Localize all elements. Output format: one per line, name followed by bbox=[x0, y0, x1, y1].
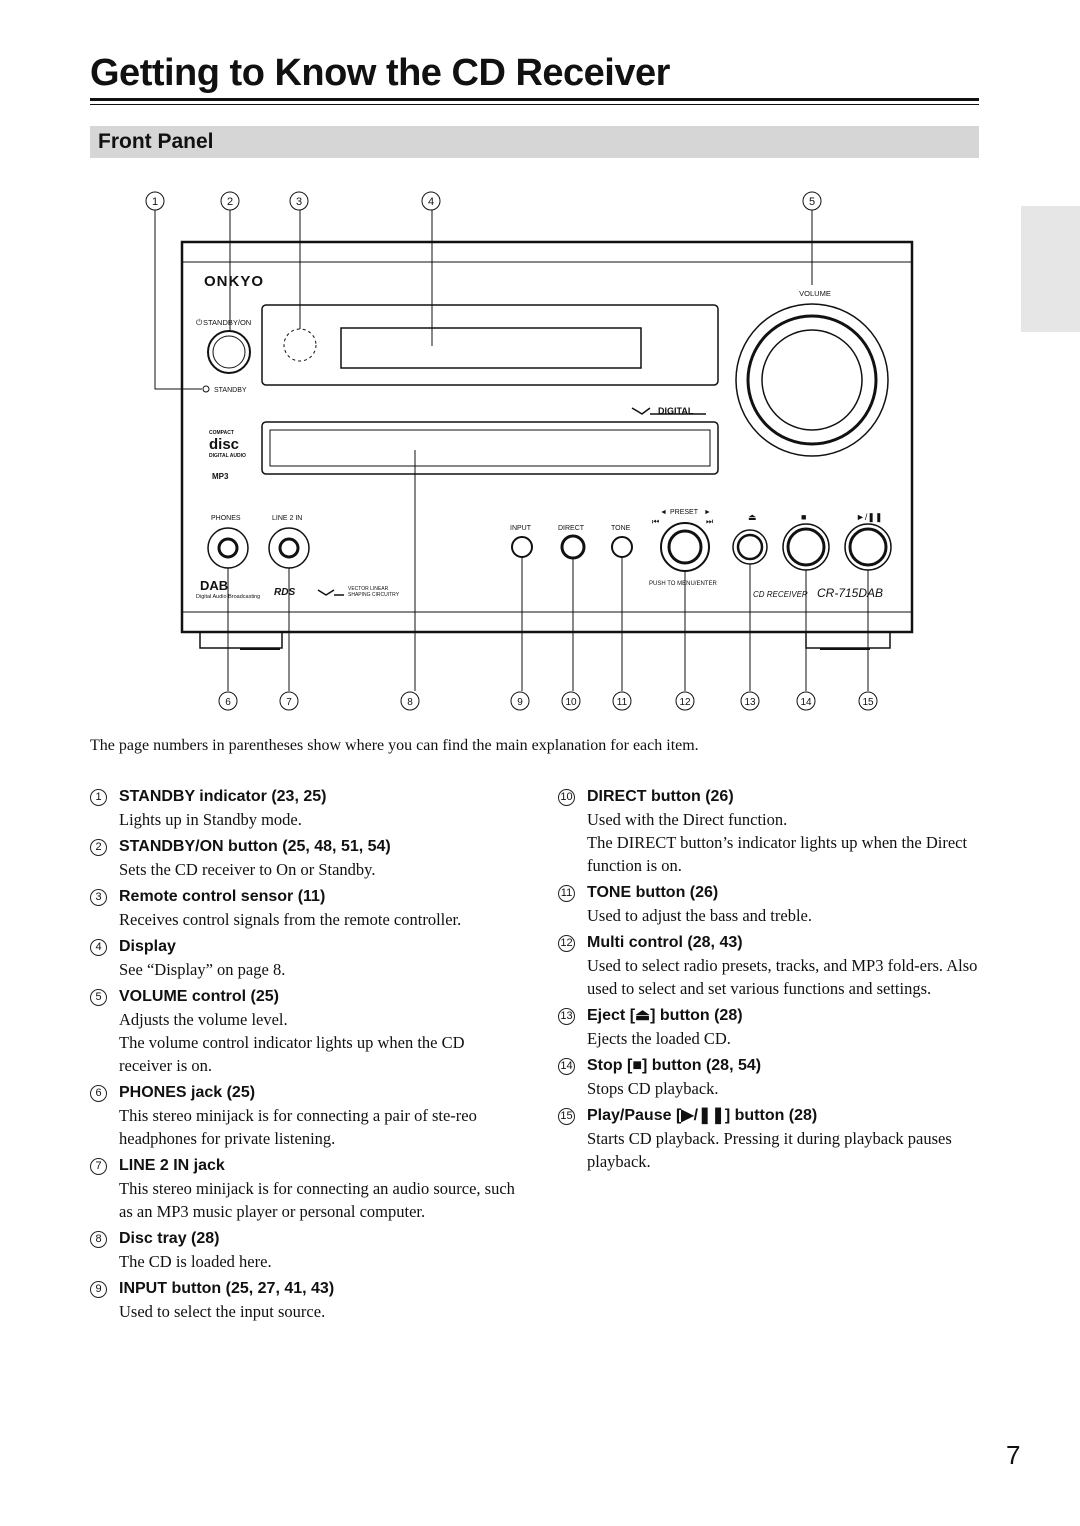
phones-label: PHONES bbox=[211, 515, 241, 522]
play-pause-icon: ►/❚❚ bbox=[856, 512, 883, 522]
item-description: Used to adjust the bass and treble. bbox=[587, 906, 812, 925]
item-number: 10 bbox=[558, 789, 575, 806]
line2in-jack[interactable] bbox=[269, 528, 309, 568]
item-description: Sets the CD receiver to On or Standby. bbox=[119, 860, 376, 879]
item-heading: Eject [⏏] button (28) bbox=[587, 1007, 743, 1024]
callout-number: 12 bbox=[679, 697, 691, 708]
item-number: 1 bbox=[90, 789, 107, 806]
item-entry bbox=[90, 1155, 520, 1223]
item-heading: STANDBY indicator (23, 25) bbox=[119, 788, 327, 805]
stop-button[interactable] bbox=[783, 524, 829, 570]
item-entry bbox=[90, 1228, 520, 1273]
callout-number: 5 bbox=[808, 196, 816, 208]
item-number: 2 bbox=[90, 839, 107, 856]
item-description: Used with the Direct function. bbox=[587, 810, 788, 829]
item-number: 7 bbox=[90, 1158, 107, 1175]
volume-label: VOLUME bbox=[799, 289, 831, 298]
item-description: This stereo minijack is for connecting an audio source, such as an MP3 music player or personal computer. bbox=[119, 1179, 515, 1221]
leader-line bbox=[155, 210, 202, 389]
compact-disc-logo: COMPACT bbox=[209, 430, 234, 436]
volume-ring bbox=[736, 304, 888, 456]
item-number: 12 bbox=[558, 935, 575, 952]
intro-text: The page numbers in parentheses show where you can find the main explanation for each item. bbox=[90, 737, 699, 754]
callout-number: 3 bbox=[295, 196, 303, 208]
callout-number: 9 bbox=[517, 697, 523, 708]
item-description: This stereo minijack is for connecting a pair of ste-reo headphones for private listening. bbox=[119, 1106, 477, 1148]
item-number: 14 bbox=[558, 1058, 575, 1075]
item-heading: Remote control sensor (11) bbox=[119, 888, 326, 905]
preset-right-icon: ► bbox=[704, 509, 711, 516]
item-number: 3 bbox=[90, 889, 107, 906]
front-panel-diagram bbox=[0, 0, 1080, 730]
item-heading: TONE button (26) bbox=[587, 884, 719, 901]
eject-icon: ⏏ bbox=[748, 512, 757, 522]
item-heading: LINE 2 IN jack bbox=[119, 1157, 225, 1174]
item-heading: Multi control (28, 43) bbox=[587, 934, 743, 951]
item-number: 13 bbox=[558, 1008, 575, 1025]
standby-on-button[interactable] bbox=[208, 331, 250, 373]
shaping-circuitry-label: SHAPING CIRCUITRY bbox=[348, 592, 400, 598]
push-to-menu-label: PUSH TO MENU/ENTER bbox=[649, 581, 717, 587]
items-left-column bbox=[90, 786, 520, 1328]
dab-subtitle: Digital Audio Broadcasting bbox=[196, 594, 261, 600]
item-description: The CD is loaded here. bbox=[119, 1252, 272, 1271]
items-right-column bbox=[558, 786, 988, 1178]
callout-number: 4 bbox=[427, 196, 435, 208]
page-number: 7 bbox=[1006, 1440, 1021, 1470]
callout-number: 7 bbox=[286, 697, 292, 708]
model-name: CR-715DAB bbox=[817, 586, 884, 600]
tone-button[interactable] bbox=[612, 537, 632, 557]
input-button[interactable] bbox=[512, 537, 532, 557]
item-description: Used to select the input source. bbox=[119, 1302, 326, 1321]
vector-linear-label: VECTOR LINEAR bbox=[348, 586, 389, 592]
tone-label: TONE bbox=[611, 525, 631, 532]
item-number: 6 bbox=[90, 1085, 107, 1102]
line2in-label: LINE 2 IN bbox=[272, 515, 303, 522]
phones-jack[interactable] bbox=[208, 528, 248, 568]
vl-digital-logo: DIGITAL bbox=[658, 406, 694, 416]
callout-number: 10 bbox=[565, 697, 577, 708]
remote-sensor bbox=[284, 329, 316, 361]
item-number: 15 bbox=[558, 1108, 575, 1125]
item-entry bbox=[558, 1055, 988, 1100]
display-frame bbox=[262, 305, 718, 385]
item-entry bbox=[90, 986, 520, 1077]
play-pause-button[interactable] bbox=[845, 524, 891, 570]
item-description: See “Display” on page 8. bbox=[119, 960, 286, 979]
disc-tray[interactable] bbox=[270, 430, 710, 466]
item-number: 5 bbox=[90, 989, 107, 1006]
callout-top-group bbox=[146, 192, 821, 210]
input-label: INPUT bbox=[510, 525, 531, 532]
callout-number: 13 bbox=[744, 697, 756, 708]
standby-label: STANDBY bbox=[214, 387, 247, 394]
item-entry bbox=[90, 1278, 520, 1323]
skip-back-icon: ⏮ bbox=[652, 517, 660, 526]
item-description: Adjusts the volume level. bbox=[119, 1010, 288, 1029]
item-entry bbox=[558, 1105, 988, 1173]
item-description: Starts CD playback. Pressing it during playback pauses playback. bbox=[587, 1129, 952, 1171]
item-entry bbox=[558, 1005, 988, 1050]
display bbox=[341, 328, 641, 368]
item-entry bbox=[558, 786, 988, 877]
foot-right bbox=[806, 632, 890, 648]
standby-indicator bbox=[203, 386, 209, 392]
callout-number: 2 bbox=[226, 196, 234, 208]
vl-logo-mark-small bbox=[318, 590, 344, 595]
model-prefix: CD RECEIVER bbox=[753, 590, 808, 599]
item-heading: Play/Pause [▶/❚❚] button (28) bbox=[587, 1107, 818, 1124]
item-number: 11 bbox=[558, 885, 575, 902]
callout-number: 15 bbox=[862, 697, 874, 708]
callout-number: 1 bbox=[151, 196, 159, 208]
item-heading: PHONES jack (25) bbox=[119, 1084, 256, 1101]
item-heading: STANDBY/ON button (25, 48, 51, 54) bbox=[119, 838, 391, 855]
item-entry bbox=[90, 936, 520, 981]
dab-logo: DAB bbox=[200, 578, 229, 593]
callout-number: 6 bbox=[225, 697, 231, 708]
item-number: 8 bbox=[90, 1231, 107, 1248]
compact-disc-logo-sub: DIGITAL AUDIO bbox=[209, 453, 246, 459]
item-description: Used to select radio presets, tracks, and MP3 fold-ers. Also used to select and set various functions and settings. bbox=[587, 956, 978, 998]
rds-logo: RDS bbox=[274, 587, 296, 598]
item-description: Stops CD playback. bbox=[587, 1079, 719, 1098]
mp3-logo: MP3 bbox=[212, 472, 229, 481]
callout-number: 8 bbox=[407, 697, 413, 708]
item-description: Lights up in Standby mode. bbox=[119, 810, 302, 829]
item-heading: Display bbox=[119, 938, 176, 955]
item-entry bbox=[90, 886, 520, 931]
item-heading: Stop [■] button (28, 54) bbox=[587, 1057, 762, 1074]
foot-left bbox=[200, 632, 282, 648]
item-description: Ejects the loaded CD. bbox=[587, 1029, 731, 1048]
item-heading: INPUT button (25, 27, 41, 43) bbox=[119, 1280, 335, 1297]
item-description: The volume control indicator lights up when the CD receiver is on. bbox=[119, 1033, 465, 1075]
callout-number: 14 bbox=[800, 697, 812, 708]
volume-control[interactable] bbox=[748, 316, 876, 444]
item-entry bbox=[90, 786, 520, 831]
item-description: Receives control signals from the remote controller. bbox=[119, 910, 462, 929]
preset-label: PRESET bbox=[670, 509, 699, 516]
brand-logo: ONKYO bbox=[204, 273, 265, 290]
item-entry bbox=[90, 1082, 520, 1150]
standby-on-label: STANDBY/ON bbox=[203, 318, 252, 327]
stop-icon: ■ bbox=[801, 512, 807, 522]
item-heading: VOLUME control (25) bbox=[119, 988, 280, 1005]
power-icon: ⏻ bbox=[196, 318, 203, 327]
skip-forward-icon: ⏭ bbox=[706, 517, 714, 526]
item-description: The DIRECT button’s indicator lights up when the Direct function is on. bbox=[587, 833, 968, 875]
item-entry bbox=[558, 882, 988, 927]
section-title: Front Panel bbox=[98, 130, 214, 153]
callout-number: 11 bbox=[616, 697, 628, 708]
direct-button[interactable] bbox=[562, 536, 584, 558]
item-number: 4 bbox=[90, 939, 107, 956]
item-heading: Disc tray (28) bbox=[119, 1230, 220, 1247]
item-heading: DIRECT button (26) bbox=[587, 788, 734, 805]
preset-left-icon: ◄ bbox=[660, 509, 667, 516]
item-entry bbox=[558, 932, 988, 1000]
receiver-body bbox=[182, 242, 912, 632]
page-title: Getting to Know the CD Receiver bbox=[90, 52, 670, 94]
item-entry bbox=[90, 836, 520, 881]
direct-label: DIRECT bbox=[558, 525, 585, 532]
compact-disc-logo-word: disc bbox=[209, 436, 240, 453]
item-number: 9 bbox=[90, 1281, 107, 1298]
